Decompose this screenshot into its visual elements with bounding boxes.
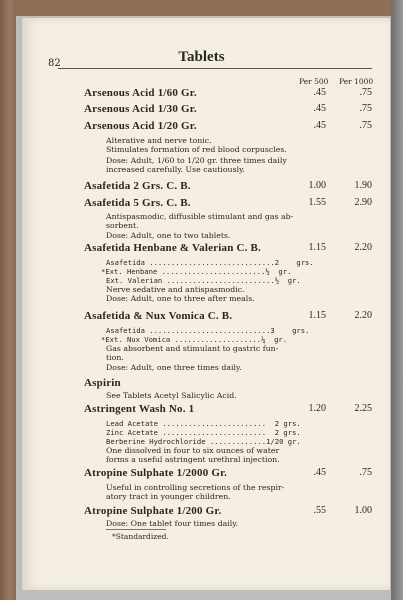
description-line: sorbent.	[106, 221, 139, 231]
entry-title: Asafetida & Nux Vomica C. B.	[84, 310, 233, 322]
entry-description	[106, 483, 301, 502]
price-per-1000: 2.20	[354, 310, 372, 321]
description-line: forms a useful astringent urethral injection.	[106, 455, 280, 465]
price-per-1000: .75	[359, 103, 372, 114]
ingredient-line: *Ext. Henbane ........................½ gr.	[101, 267, 292, 276]
ingredient-line: Asafetida .............................2 grs.	[106, 258, 314, 267]
entry-title: Aspirin	[84, 377, 121, 389]
price-per-1000: 2.25	[354, 403, 372, 414]
description-line: One dissolved in four to six ounces of water	[106, 446, 280, 455]
entry-description	[106, 519, 301, 528]
price-per-1000: .75	[359, 120, 372, 131]
price-per-500: .45	[313, 103, 326, 114]
price-per-500: 1.20	[308, 403, 326, 414]
page-title: Tablets	[178, 49, 225, 65]
description-line: Alterative and nerve tonic.	[106, 136, 212, 145]
price-per-500: 1.15	[308, 310, 326, 321]
price-per-500: .45	[313, 120, 326, 131]
price-per-1000: 2.90	[354, 197, 372, 208]
price-per-500: .45	[313, 467, 326, 478]
price-per-500: 1.00	[308, 180, 326, 191]
price-per-500: .45	[313, 87, 326, 98]
description-line: See Tablets Acetyl Salicylic Acid.	[106, 391, 237, 400]
description-line: tion.	[106, 353, 124, 363]
book-cover-edge-right	[391, 0, 403, 600]
price-per-500: 1.55	[308, 197, 326, 208]
entry-dose	[106, 156, 301, 175]
ingredient-line: Berberine Hydrochloride .............1/20 gr.	[106, 437, 301, 446]
entry-title: Arsenous Acid 1/30 Gr.	[84, 103, 197, 115]
ingredient-line: Zinc Acetate ........................ 2 grs.	[106, 428, 301, 437]
column-header-per-1000: Per 1000	[339, 77, 374, 86]
description-line: Dose: Adult, one to two tablets.	[106, 230, 231, 240]
description-line: Antispasmodic, diffusible stimulant and gas ab-	[106, 212, 294, 221]
description-line: atory tract in younger children.	[106, 492, 231, 502]
ingredient-line: Asafetida ............................3 grs.	[106, 326, 310, 335]
description-line: Dose: Adult, one three times daily.	[106, 362, 242, 372]
entry-title: Arsenous Acid 1/20 Gr.	[84, 120, 197, 132]
description-line: Gas absorbent and stimulant to gastric fun-	[106, 344, 279, 353]
ingredient-line: *Ext. Nux Vomica ....................¼ gr.	[101, 335, 288, 344]
book-spine	[0, 0, 16, 600]
price-per-1000: .75	[359, 87, 372, 98]
entry-title: Astringent Wash No. 1	[84, 403, 195, 415]
price-per-1000: 2.20	[354, 242, 372, 253]
description-line: Nerve sedative and antispasmodic.	[106, 285, 245, 294]
dose-line: increased carefully. Use cautiously.	[106, 165, 245, 175]
entry-description	[106, 344, 301, 372]
price-per-1000: .75	[359, 467, 372, 478]
entry-description	[106, 212, 301, 240]
book-cover-edge-top	[16, 0, 403, 16]
entry-title: Asafetida Henbane & Valerian C. B.	[84, 242, 262, 254]
dose-line: Dose: Adult, 1/60 to 1/20 gr. three times daily	[106, 156, 287, 165]
column-header-per-500: Per 500	[299, 77, 329, 86]
price-per-1000: 1.90	[354, 180, 372, 191]
title-rule	[58, 68, 372, 69]
entry-title: Arsenous Acid 1/60 Gr.	[84, 87, 197, 99]
entry-description	[106, 446, 301, 465]
entry-title: Atropine Sulphate 1/2000 Gr.	[84, 467, 228, 479]
footnote-rule	[106, 529, 166, 530]
entry-title: Asafetida 5 Grs. C. B.	[84, 197, 191, 209]
ingredient-line: Ext. Valerian .........................½ gr.	[106, 276, 301, 285]
page-number: 82	[48, 58, 61, 69]
description-line: Useful in controlling secretions of the respir-	[106, 483, 285, 492]
footnote: *Standardized.	[112, 532, 169, 541]
entry-title: Asafetida 2 Grs. C. B.	[84, 180, 191, 192]
entry-description	[106, 285, 301, 304]
ingredient-line: Lead Acetate ........................ 2 grs.	[106, 419, 301, 428]
price-per-1000: 1.00	[354, 505, 372, 516]
entry-description	[106, 136, 301, 155]
entry-description	[106, 391, 301, 400]
description-line: Stimulates formation of red blood corpuscles.	[106, 145, 287, 155]
description-line: Dose: One tablet four times daily.	[106, 519, 239, 528]
price-per-500: 1.15	[308, 242, 326, 253]
entry-title: Atropine Sulphate 1/200 Gr.	[84, 505, 222, 517]
description-line: Dose: Adult, one to three after meals.	[106, 294, 255, 304]
price-per-500: .55	[313, 505, 326, 516]
